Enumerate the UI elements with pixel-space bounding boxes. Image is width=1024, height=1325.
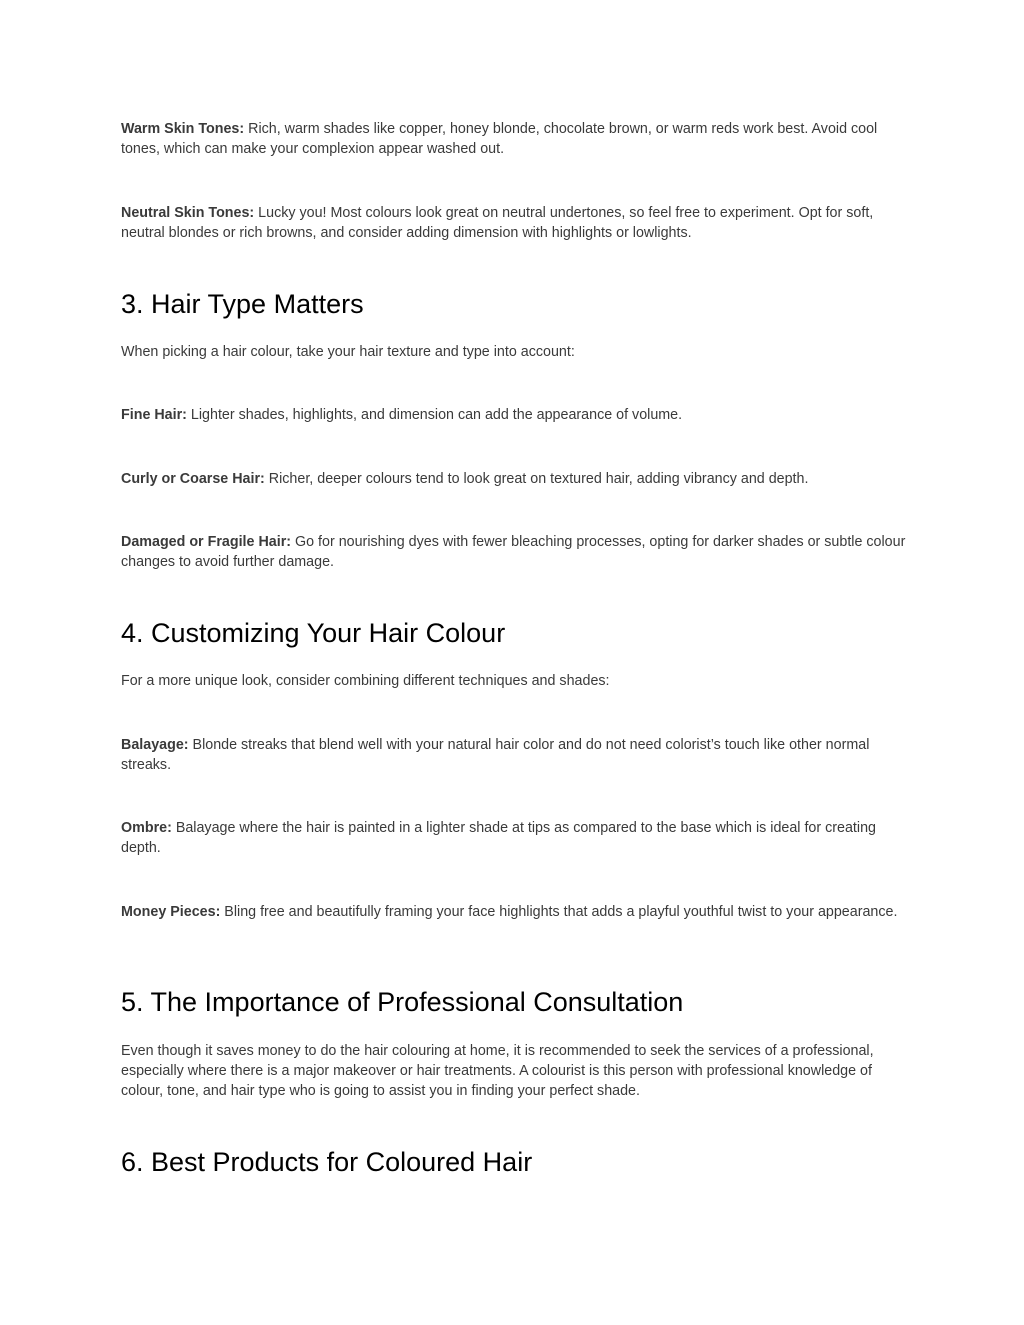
warm-skin-tones-term: Warm Skin Tones:	[121, 121, 245, 137]
money-pieces-text: Bling free and beautifully framing your face highlights that adds a playful youthful twist to your appearance.	[220, 904, 898, 920]
warm-skin-tones-paragraph	[121, 119, 911, 159]
hair-type-heading: 3. Hair Type Matters	[121, 289, 364, 319]
fine-hair-paragraph	[121, 405, 911, 425]
hair-type-intro: When picking a hair colour, take your hair texture and type into account:	[121, 344, 575, 360]
warm-skin-tones-text: Rich, warm shades like copper, honey blonde, chocolate brown, or warm reds work best. Avoid cool tones, which can make your complexion appear washed out.	[121, 121, 878, 157]
damaged-hair-term: Damaged or Fragile Hair:	[121, 534, 292, 550]
money-pieces-term: Money Pieces:	[121, 904, 221, 920]
neutral-skin-tones-text: Lucky you! Most colours look great on neutral undertones, so feel free to experiment. Opt for soft, neutral blondes or rich browns, and consider adding dimension with highlights or lowlights.	[121, 205, 874, 241]
ombre-text: Balayage where the hair is painted in a lighter shade at tips as compared to the base which is ideal for creating depth.	[121, 820, 876, 856]
customizing-intro: For a more unique look, consider combining different techniques and shades:	[121, 673, 610, 689]
balayage-term: Balayage:	[121, 737, 189, 753]
neutral-skin-tones-term: Neutral Skin Tones:	[121, 205, 255, 221]
customizing-heading: 4. Customizing Your Hair Colour	[121, 618, 506, 648]
money-pieces-paragraph	[121, 902, 911, 922]
consultation-body: Even though it saves money to do the hair colouring at home, it is recommended to seek the services of a professional, especially where there is a major makeover or hair treatments. A colourist is this person with professional knowledge of colour, tone, and hair type who is going to assist you in finding your perfect shade.	[121, 1043, 874, 1099]
balayage-paragraph	[121, 735, 911, 775]
curly-hair-paragraph	[121, 469, 911, 489]
damaged-hair-paragraph	[121, 532, 911, 572]
ombre-term: Ombre:	[121, 820, 172, 836]
curly-hair-term: Curly or Coarse Hair:	[121, 471, 265, 487]
fine-hair-term: Fine Hair:	[121, 407, 187, 423]
consultation-heading: 5. The Importance of Professional Consultation	[121, 987, 684, 1017]
damaged-hair-text: Go for nourishing dyes with fewer bleaching processes, opting for darker shades or subtle colour changes to avoid further damage.	[121, 534, 906, 570]
curly-hair-text: Richer, deeper colours tend to look great on textured hair, adding vibrancy and depth.	[264, 471, 809, 487]
ombre-paragraph	[121, 818, 911, 858]
fine-hair-text: Lighter shades, highlights, and dimension can add the appearance of volume.	[186, 407, 683, 423]
neutral-skin-tones-paragraph	[121, 203, 911, 243]
products-heading: 6. Best Products for Coloured Hair	[121, 1147, 533, 1177]
balayage-text: Blonde streaks that blend well with your natural hair color and do not need colorist’s touch like other normal streaks.	[121, 737, 870, 773]
